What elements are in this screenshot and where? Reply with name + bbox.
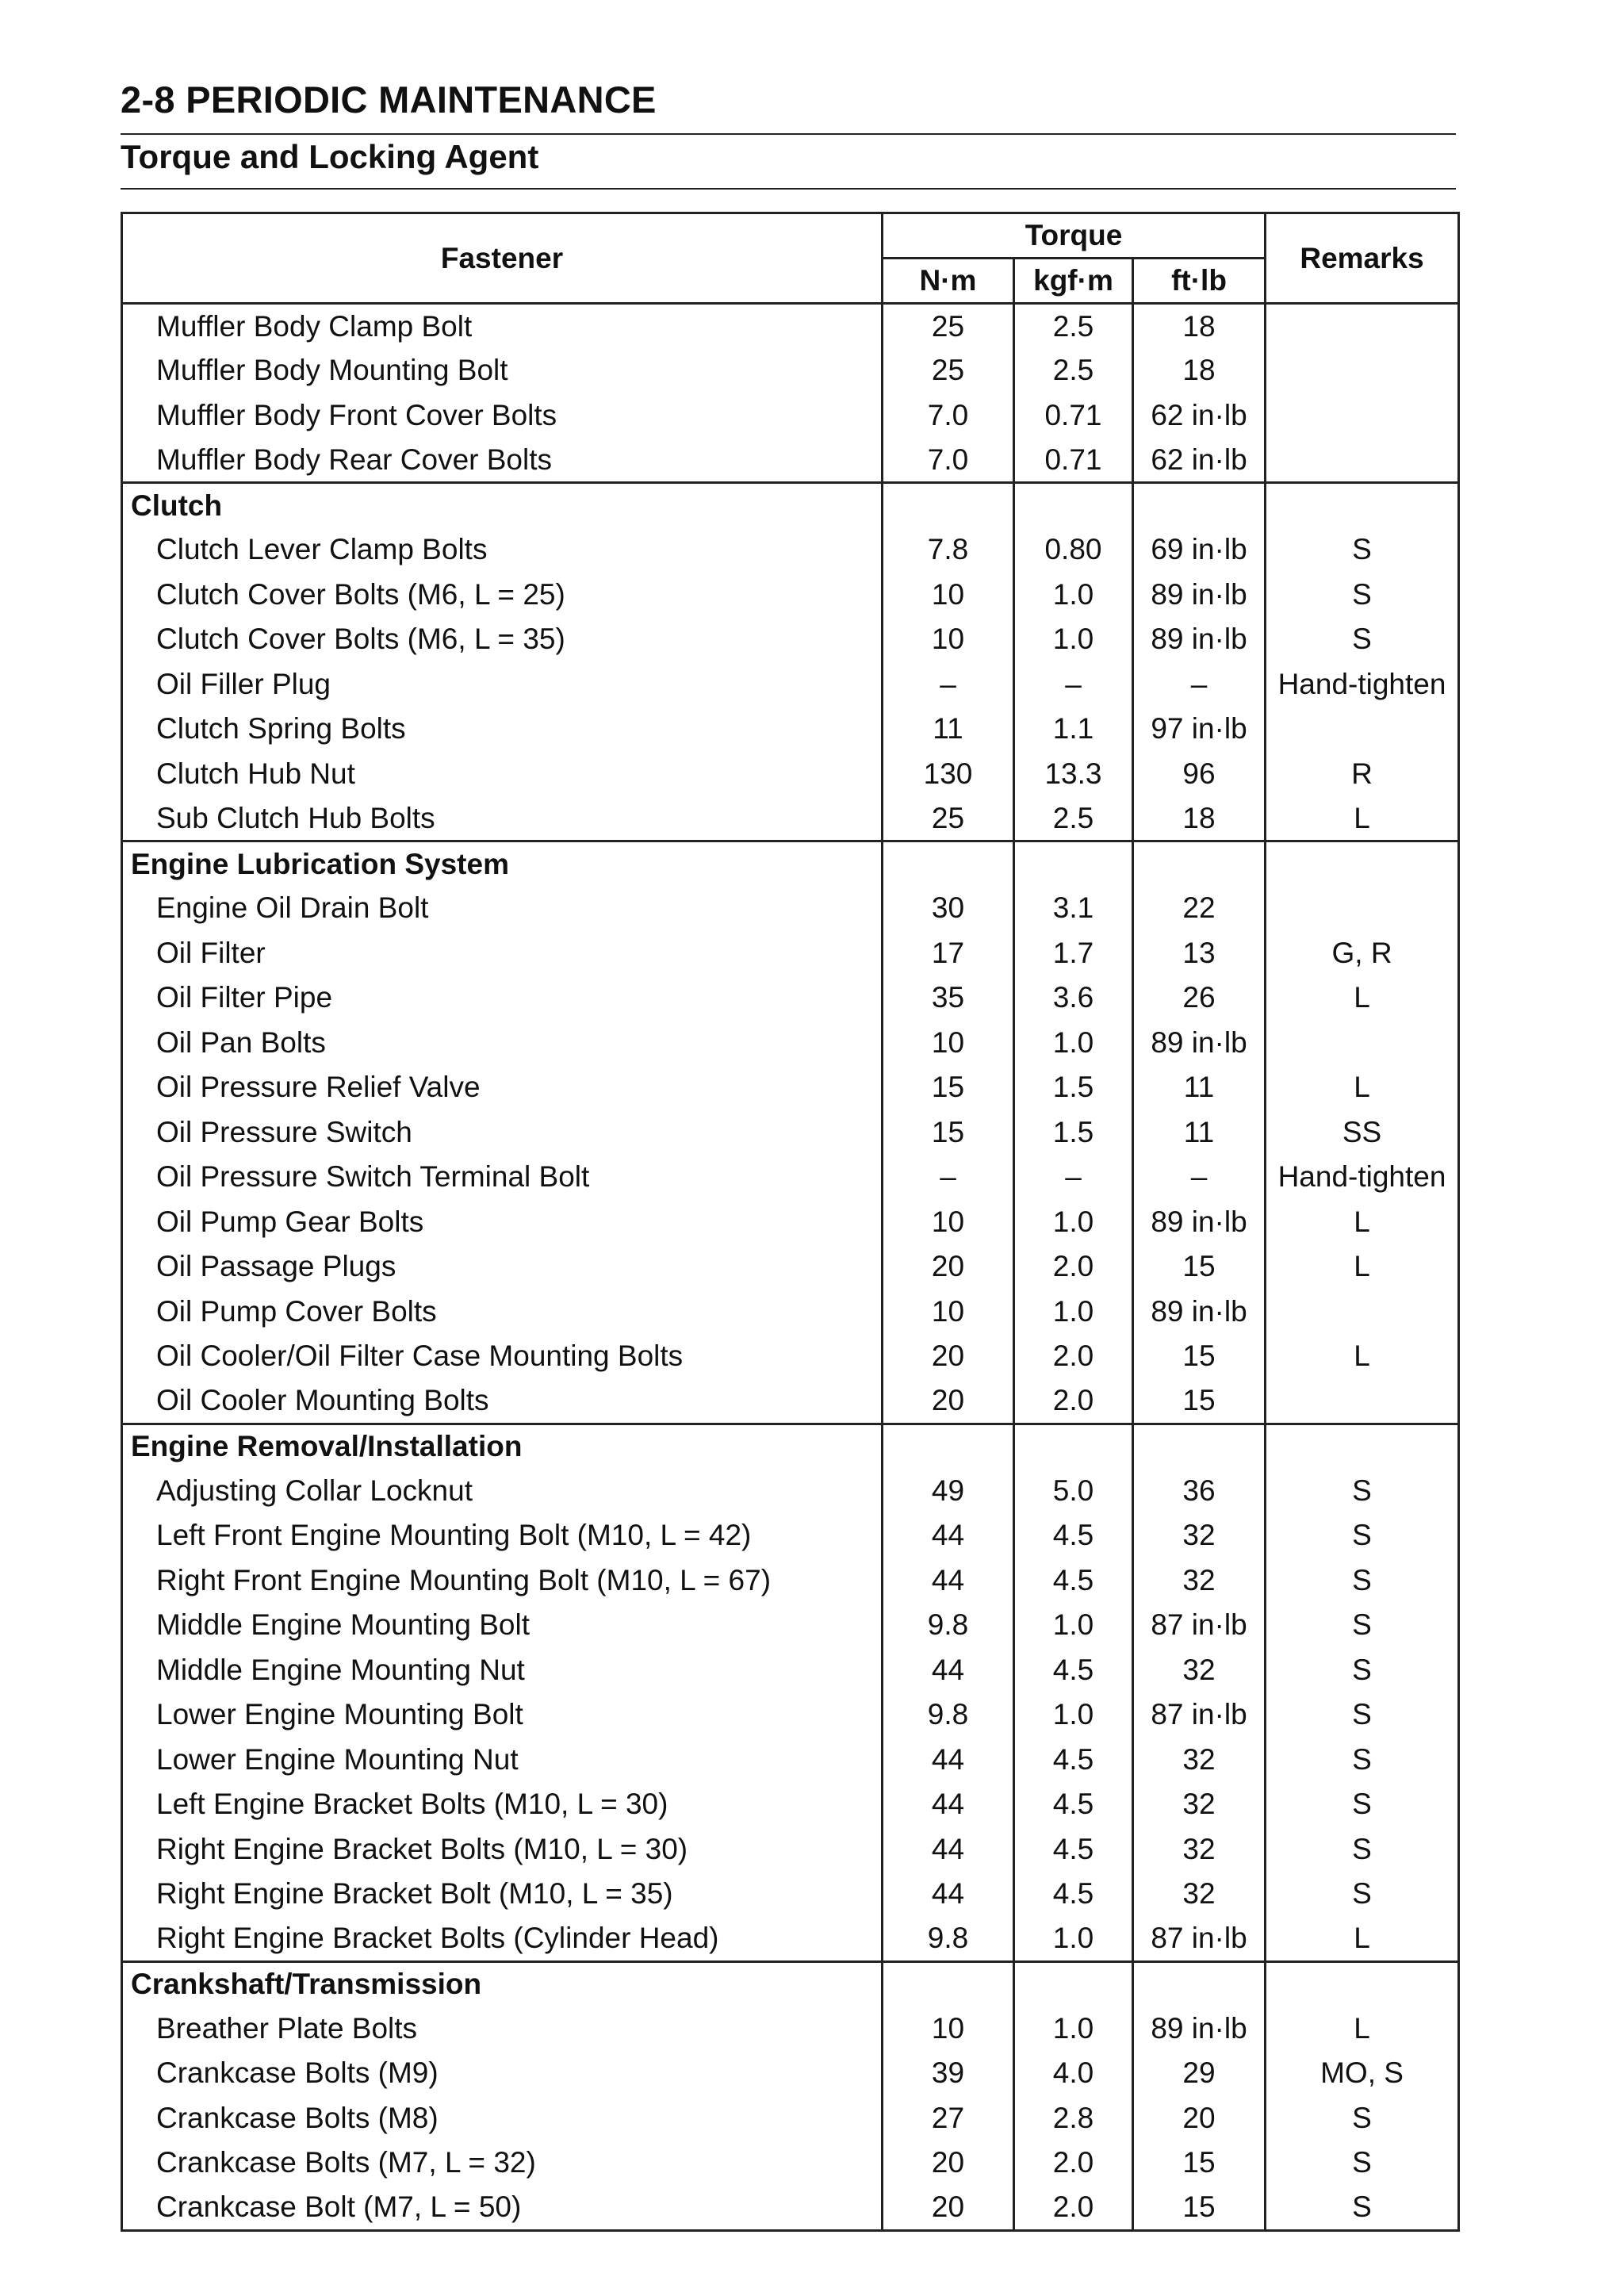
fastener-name: Breather Plate Bolts <box>122 2006 883 2052</box>
group-title: Clutch <box>122 483 883 528</box>
remarks: S <box>1266 1558 1459 1604</box>
torque-ftlb: 97 in·lb <box>1133 707 1266 752</box>
torque-kgfm: 2.0 <box>1014 1244 1133 1290</box>
torque-ftlb: 22 <box>1133 886 1266 931</box>
torque-nm: 44 <box>883 1558 1014 1604</box>
torque-ftlb: 96 <box>1133 752 1266 797</box>
remarks: S <box>1266 617 1459 662</box>
torque-kgfm: 2.0 <box>1014 1379 1133 1424</box>
table-row <box>122 1917 1459 1962</box>
remarks: Hand-tighten <box>1266 662 1459 707</box>
remarks <box>1266 1021 1459 1066</box>
remarks: S <box>1266 1469 1459 1514</box>
torque-kgfm: 2.5 <box>1014 304 1133 349</box>
fastener-name: Middle Engine Mounting Bolt <box>122 1603 883 1648</box>
table-row <box>122 1065 1459 1110</box>
remarks: L <box>1266 1200 1459 1245</box>
fastener-name: Oil Filter <box>122 931 883 976</box>
table-row <box>122 1782 1459 1827</box>
torque-kgfm: 1.0 <box>1014 1603 1133 1648</box>
torque-nm: 44 <box>883 1782 1014 1827</box>
torque-nm: 7.8 <box>883 527 1014 573</box>
empty-cell <box>1266 1424 1459 1469</box>
remarks <box>1266 348 1459 393</box>
torque-ftlb: 89 in·lb <box>1133 2006 1266 2052</box>
torque-kgfm: 0.80 <box>1014 527 1133 573</box>
torque-kgfm: 13.3 <box>1014 752 1133 797</box>
remarks: L <box>1266 1334 1459 1379</box>
fastener-name: Right Engine Bracket Bolts (M10, L = 30) <box>122 1827 883 1872</box>
remarks: MO, S <box>1266 2051 1459 2096</box>
remarks: L <box>1266 1244 1459 1290</box>
table-row <box>122 1200 1459 1245</box>
table-row <box>122 304 1459 349</box>
torque-kgfm: 1.0 <box>1014 1692 1133 1738</box>
fastener-name: Oil Filter Pipe <box>122 975 883 1021</box>
torque-kgfm: 4.5 <box>1014 1827 1133 1872</box>
remarks: R <box>1266 752 1459 797</box>
torque-kgfm: 4.5 <box>1014 1558 1133 1604</box>
torque-ftlb: 62 in·lb <box>1133 393 1266 439</box>
remarks: Hand-tighten <box>1266 1155 1459 1200</box>
torque-nm: 15 <box>883 1065 1014 1110</box>
header-fastener: Fastener <box>122 213 883 304</box>
torque-kgfm: 1.5 <box>1014 1110 1133 1156</box>
fastener-name: Right Front Engine Mounting Bolt (M10, L = 67) <box>122 1558 883 1604</box>
torque-ftlb: 89 in·lb <box>1133 1021 1266 1066</box>
table-row <box>122 1244 1459 1290</box>
remarks: S <box>1266 527 1459 573</box>
table-row <box>122 1469 1459 1514</box>
page-header: 2-8 PERIODIC MAINTENANCE <box>121 79 657 121</box>
fastener-name: Oil Pressure Switch <box>122 1110 883 1156</box>
torque-kgfm: 1.0 <box>1014 617 1133 662</box>
remarks: S <box>1266 1738 1459 1783</box>
fastener-name: Oil Pressure Switch Terminal Bolt <box>122 1155 883 1200</box>
group-row <box>122 483 1459 528</box>
group-row <box>122 1961 1459 2006</box>
torque-kgfm: 1.0 <box>1014 1917 1133 1962</box>
fastener-name: Oil Passage Plugs <box>122 1244 883 1290</box>
group-title: Engine Lubrication System <box>122 841 883 887</box>
table-row <box>122 348 1459 393</box>
empty-cell <box>883 841 1014 887</box>
remarks <box>1266 707 1459 752</box>
fastener-name: Oil Pressure Relief Valve <box>122 1065 883 1110</box>
torque-ftlb: 32 <box>1133 1738 1266 1783</box>
torque-kgfm: 1.0 <box>1014 1200 1133 1245</box>
torque-nm: 20 <box>883 1334 1014 1379</box>
remarks: L <box>1266 1065 1459 1110</box>
torque-nm: 44 <box>883 1872 1014 1917</box>
fastener-name: Middle Engine Mounting Nut <box>122 1648 883 1693</box>
section-title: Torque and Locking Agent <box>121 138 539 175</box>
remarks: S <box>1266 2186 1459 2231</box>
remarks: S <box>1266 1513 1459 1558</box>
torque-nm: 30 <box>883 886 1014 931</box>
fastener-name: Oil Pump Cover Bolts <box>122 1290 883 1335</box>
empty-cell <box>883 1961 1014 2006</box>
fastener-name: Adjusting Collar Locknut <box>122 1469 883 1514</box>
torque-kgfm: 3.6 <box>1014 975 1133 1021</box>
remarks: S <box>1266 1603 1459 1648</box>
fastener-name: Left Front Engine Mounting Bolt (M10, L = 42) <box>122 1513 883 1558</box>
torque-nm: 10 <box>883 573 1014 618</box>
torque-ftlb: 15 <box>1133 2186 1266 2231</box>
torque-nm: 10 <box>883 617 1014 662</box>
torque-nm: 10 <box>883 1290 1014 1335</box>
torque-ftlb: 32 <box>1133 1648 1266 1693</box>
fastener-name: Oil Filler Plug <box>122 662 883 707</box>
empty-cell <box>1266 1961 1459 2006</box>
torque-ftlb: 15 <box>1133 1379 1266 1424</box>
fastener-name: Crankcase Bolts (M7, L = 32) <box>122 2141 883 2186</box>
torque-nm: 44 <box>883 1513 1014 1558</box>
torque-nm: 39 <box>883 2051 1014 2096</box>
torque-ftlb: 15 <box>1133 2141 1266 2186</box>
remarks: L <box>1266 2006 1459 2052</box>
fastener-name: Clutch Cover Bolts (M6, L = 35) <box>122 617 883 662</box>
group-row <box>122 841 1459 887</box>
fastener-name: Muffler Body Mounting Bolt <box>122 348 883 393</box>
fastener-name: Muffler Body Front Cover Bolts <box>122 393 883 439</box>
table-section <box>122 841 1459 1424</box>
table-row <box>122 1513 1459 1558</box>
empty-cell <box>1266 841 1459 887</box>
table-row <box>122 1648 1459 1693</box>
torque-nm: 17 <box>883 931 1014 976</box>
table-row <box>122 617 1459 662</box>
torque-kgfm: 1.0 <box>1014 1290 1133 1335</box>
remarks <box>1266 1290 1459 1335</box>
torque-ftlb: 13 <box>1133 931 1266 976</box>
torque-ftlb: 89 in·lb <box>1133 617 1266 662</box>
torque-nm: 25 <box>883 796 1014 841</box>
torque-kgfm: 1.1 <box>1014 707 1133 752</box>
remarks: L <box>1266 796 1459 841</box>
torque-kgfm: 4.5 <box>1014 1872 1133 1917</box>
fastener-name: Muffler Body Clamp Bolt <box>122 304 883 349</box>
torque-ftlb: 89 in·lb <box>1133 1290 1266 1335</box>
torque-nm: 49 <box>883 1469 1014 1514</box>
header-rule <box>121 133 1456 135</box>
table-row <box>122 707 1459 752</box>
fastener-name: Muffler Body Rear Cover Bolts <box>122 438 883 483</box>
torque-kgfm: 4.5 <box>1014 1738 1133 1783</box>
torque-ftlb: 36 <box>1133 1469 1266 1514</box>
torque-ftlb: 20 <box>1133 2096 1266 2141</box>
torque-nm: 130 <box>883 752 1014 797</box>
table-row <box>122 1738 1459 1783</box>
table-row <box>122 931 1459 976</box>
torque-kgfm: – <box>1014 662 1133 707</box>
header-nm: N·m <box>883 259 1014 304</box>
fastener-name: Engine Oil Drain Bolt <box>122 886 883 931</box>
torque-nm: 9.8 <box>883 1692 1014 1738</box>
table-row <box>122 2096 1459 2141</box>
torque-ftlb: 32 <box>1133 1872 1266 1917</box>
torque-nm: 20 <box>883 2141 1014 2186</box>
table-row <box>122 2006 1459 2052</box>
torque-ftlb: 15 <box>1133 1244 1266 1290</box>
table-row <box>122 2141 1459 2186</box>
remarks: SS <box>1266 1110 1459 1156</box>
header-ftlb: ft·lb <box>1133 259 1266 304</box>
empty-cell <box>1014 1961 1133 2006</box>
fastener-name: Sub Clutch Hub Bolts <box>122 796 883 841</box>
section-rule <box>121 188 1456 190</box>
fastener-name: Lower Engine Mounting Bolt <box>122 1692 883 1738</box>
empty-cell <box>1133 483 1266 528</box>
torque-kgfm: 5.0 <box>1014 1469 1133 1514</box>
fastener-name: Left Engine Bracket Bolts (M10, L = 30) <box>122 1782 883 1827</box>
torque-nm: 44 <box>883 1648 1014 1693</box>
fastener-name: Oil Cooler Mounting Bolts <box>122 1379 883 1424</box>
group-row <box>122 1424 1459 1469</box>
table-row <box>122 1379 1459 1424</box>
remarks: S <box>1266 573 1459 618</box>
empty-cell <box>1133 1424 1266 1469</box>
table-row <box>122 1558 1459 1604</box>
torque-nm: 10 <box>883 1021 1014 1066</box>
remarks <box>1266 393 1459 439</box>
table-section <box>122 483 1459 841</box>
remarks: S <box>1266 2141 1459 2186</box>
table-section <box>122 1961 1459 2230</box>
torque-ftlb: 69 in·lb <box>1133 527 1266 573</box>
table-row <box>122 1872 1459 1917</box>
table-row <box>122 527 1459 573</box>
group-title: Engine Removal/Installation <box>122 1424 883 1469</box>
table-row <box>122 1290 1459 1335</box>
torque-ftlb: – <box>1133 1155 1266 1200</box>
table-row <box>122 2051 1459 2096</box>
torque-nm: 20 <box>883 1244 1014 1290</box>
torque-ftlb: 18 <box>1133 304 1266 349</box>
empty-cell <box>1014 1424 1133 1469</box>
torque-ftlb: – <box>1133 662 1266 707</box>
table-row <box>122 796 1459 841</box>
empty-cell <box>1014 841 1133 887</box>
torque-kgfm: 4.5 <box>1014 1782 1133 1827</box>
torque-ftlb: 87 in·lb <box>1133 1603 1266 1648</box>
torque-kgfm: 2.5 <box>1014 348 1133 393</box>
torque-kgfm: 1.0 <box>1014 1021 1133 1066</box>
torque-kgfm: 1.0 <box>1014 573 1133 618</box>
remarks <box>1266 1379 1459 1424</box>
table-row <box>122 1021 1459 1066</box>
torque-kgfm: 2.8 <box>1014 2096 1133 2141</box>
fastener-name: Oil Pan Bolts <box>122 1021 883 1066</box>
torque-nm: 20 <box>883 1379 1014 1424</box>
fastener-name: Crankcase Bolts (M8) <box>122 2096 883 2141</box>
fastener-name: Clutch Cover Bolts (M6, L = 25) <box>122 573 883 618</box>
remarks: S <box>1266 1648 1459 1693</box>
remarks: S <box>1266 2096 1459 2141</box>
torque-nm: – <box>883 1155 1014 1200</box>
torque-nm: 10 <box>883 1200 1014 1245</box>
table-row <box>122 393 1459 439</box>
torque-kgfm: 2.0 <box>1014 2186 1133 2231</box>
empty-cell <box>1266 483 1459 528</box>
remarks <box>1266 304 1459 349</box>
table-row <box>122 1692 1459 1738</box>
table-row <box>122 573 1459 618</box>
torque-ftlb: 15 <box>1133 1334 1266 1379</box>
fastener-name: Clutch Lever Clamp Bolts <box>122 527 883 573</box>
remarks <box>1266 886 1459 931</box>
torque-ftlb: 32 <box>1133 1513 1266 1558</box>
torque-nm: 15 <box>883 1110 1014 1156</box>
fastener-name: Right Engine Bracket Bolts (Cylinder Head) <box>122 1917 883 1962</box>
remarks: G, R <box>1266 931 1459 976</box>
table-row <box>122 1110 1459 1156</box>
torque-nm: 9.8 <box>883 1917 1014 1962</box>
torque-kgfm: 0.71 <box>1014 393 1133 439</box>
fastener-name: Lower Engine Mounting Nut <box>122 1738 883 1783</box>
empty-cell <box>1133 1961 1266 2006</box>
remarks: S <box>1266 1827 1459 1872</box>
table-header <box>122 213 1459 304</box>
remarks: S <box>1266 1782 1459 1827</box>
remarks: L <box>1266 1917 1459 1962</box>
table-row <box>122 1155 1459 1200</box>
torque-table <box>121 212 1460 2232</box>
table-row <box>122 438 1459 483</box>
remarks: S <box>1266 1872 1459 1917</box>
torque-kgfm: 2.0 <box>1014 2141 1133 2186</box>
fastener-name: Oil Pump Gear Bolts <box>122 1200 883 1245</box>
fastener-name: Oil Cooler/Oil Filter Case Mounting Bolts <box>122 1334 883 1379</box>
torque-nm: 44 <box>883 1738 1014 1783</box>
torque-kgfm: 1.5 <box>1014 1065 1133 1110</box>
table-row <box>122 662 1459 707</box>
group-title: Crankshaft/Transmission <box>122 1961 883 2006</box>
table-row <box>122 886 1459 931</box>
table-section <box>122 304 1459 483</box>
torque-ftlb: 11 <box>1133 1065 1266 1110</box>
fastener-name: Clutch Spring Bolts <box>122 707 883 752</box>
torque-nm: 35 <box>883 975 1014 1021</box>
header-kgfm: kgf·m <box>1014 259 1133 304</box>
torque-kgfm: 4.5 <box>1014 1513 1133 1558</box>
torque-kgfm: 0.71 <box>1014 438 1133 483</box>
table-row <box>122 1603 1459 1648</box>
torque-nm: – <box>883 662 1014 707</box>
torque-ftlb: 32 <box>1133 1782 1266 1827</box>
torque-ftlb: 32 <box>1133 1827 1266 1872</box>
torque-kgfm: 3.1 <box>1014 886 1133 931</box>
remarks: L <box>1266 975 1459 1021</box>
torque-kgfm: 1.7 <box>1014 931 1133 976</box>
torque-nm: 44 <box>883 1827 1014 1872</box>
torque-nm: 9.8 <box>883 1603 1014 1648</box>
torque-nm: 27 <box>883 2096 1014 2141</box>
torque-nm: 11 <box>883 707 1014 752</box>
empty-cell <box>1133 841 1266 887</box>
torque-nm: 20 <box>883 2186 1014 2231</box>
table-row <box>122 2186 1459 2231</box>
table-row <box>122 975 1459 1021</box>
torque-ftlb: 26 <box>1133 975 1266 1021</box>
table-row <box>122 752 1459 797</box>
torque-kgfm: 4.5 <box>1014 1648 1133 1693</box>
fastener-name: Right Engine Bracket Bolt (M10, L = 35) <box>122 1872 883 1917</box>
torque-nm: 25 <box>883 304 1014 349</box>
empty-cell <box>883 483 1014 528</box>
remarks: S <box>1266 1692 1459 1738</box>
torque-nm: 10 <box>883 2006 1014 2052</box>
torque-ftlb: 18 <box>1133 796 1266 841</box>
torque-kgfm: 2.0 <box>1014 1334 1133 1379</box>
fastener-name: Crankcase Bolt (M7, L = 50) <box>122 2186 883 2231</box>
torque-ftlb: 89 in·lb <box>1133 573 1266 618</box>
torque-kgfm: 1.0 <box>1014 2006 1133 2052</box>
torque-kgfm: 4.0 <box>1014 2051 1133 2096</box>
torque-ftlb: 87 in·lb <box>1133 1917 1266 1962</box>
fastener-name: Crankcase Bolts (M9) <box>122 2051 883 2096</box>
header-torque: Torque <box>883 213 1266 259</box>
torque-ftlb: 87 in·lb <box>1133 1692 1266 1738</box>
table-section <box>122 1424 1459 1961</box>
torque-kgfm: – <box>1014 1155 1133 1200</box>
torque-nm: 25 <box>883 348 1014 393</box>
remarks <box>1266 438 1459 483</box>
torque-nm: 7.0 <box>883 438 1014 483</box>
empty-cell <box>883 1424 1014 1469</box>
torque-kgfm: 2.5 <box>1014 796 1133 841</box>
fastener-name: Clutch Hub Nut <box>122 752 883 797</box>
table-row <box>122 1334 1459 1379</box>
empty-cell <box>1014 483 1133 528</box>
torque-ftlb: 29 <box>1133 2051 1266 2096</box>
torque-ftlb: 11 <box>1133 1110 1266 1156</box>
torque-nm: 7.0 <box>883 393 1014 439</box>
table-row <box>122 1827 1459 1872</box>
torque-ftlb: 32 <box>1133 1558 1266 1604</box>
torque-ftlb: 89 in·lb <box>1133 1200 1266 1245</box>
torque-ftlb: 18 <box>1133 348 1266 393</box>
header-remarks: Remarks <box>1266 213 1459 304</box>
torque-ftlb: 62 in·lb <box>1133 438 1266 483</box>
